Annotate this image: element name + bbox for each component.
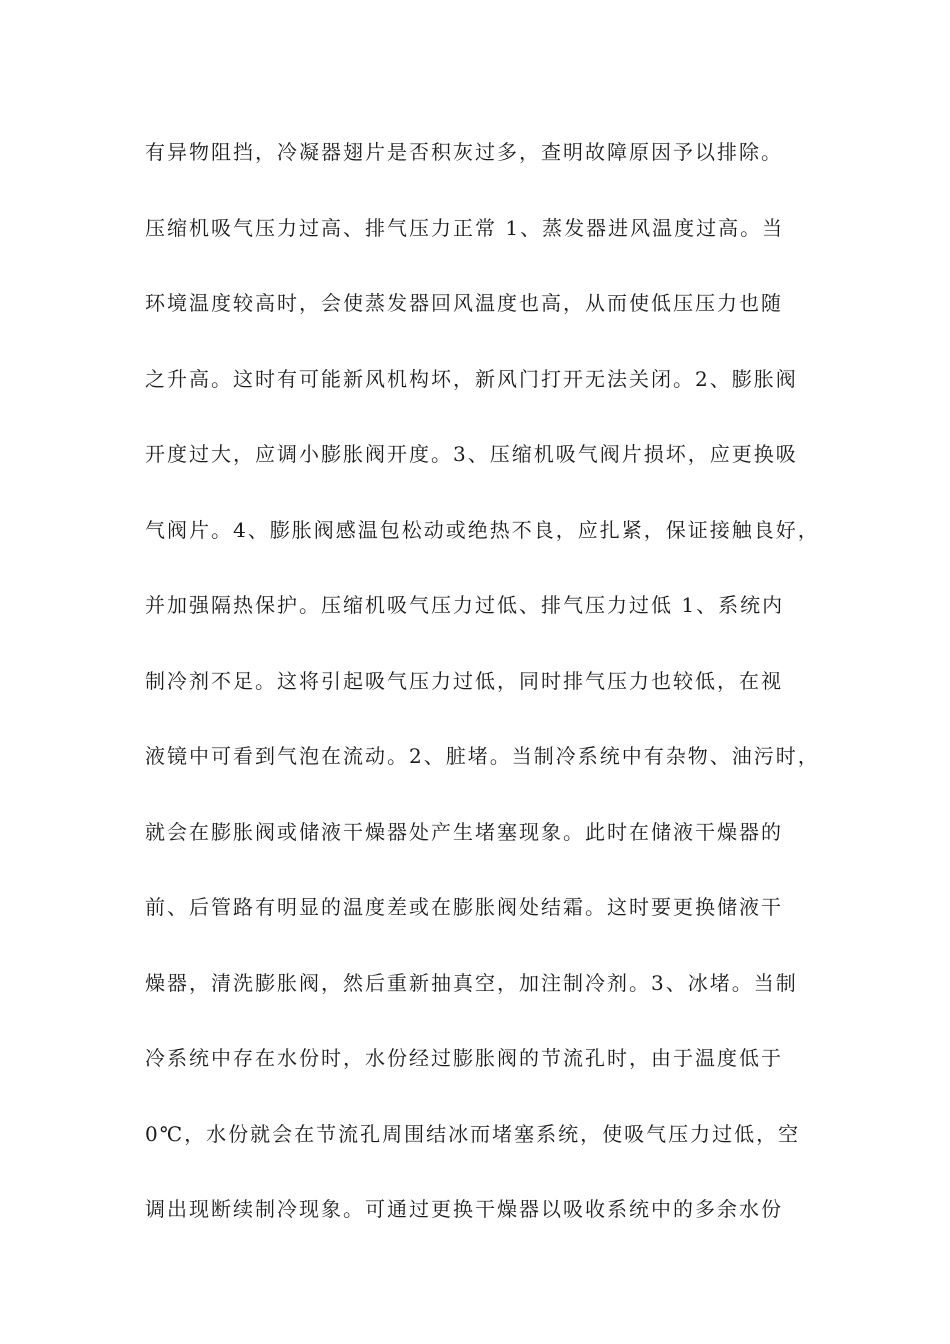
text-line-8: 制冷剂不足。这将引起吸气压力过低，同时排气压力也较低，在视 [145, 668, 783, 693]
text-line-12: 燥器，清洗膨胀阀，然后重新抽真空，加注制冷剂。3、冰堵。当制 [145, 970, 798, 995]
text-line-7: 并加强隔热保护。压缩机吸气压力过低、排气压力过低 1、系统内 [145, 593, 785, 617]
text-line-15: 调出现断续制冷现象。可通过更换干燥器以吸收系统中的多余水份 [145, 1197, 783, 1221]
text-line-11: 前、后管路有明显的温度差或在膨胀阀处结霜。这时要更换储液干 [145, 895, 783, 919]
text-line-5: 开度过大，应调小膨胀阀开度。3、压缩机吸气阀片损坏，应更换吸 [145, 442, 798, 466]
text-line-10: 就会在膨胀阀或储液干燥器处产生堵塞现象。此时在储液干燥器的 [145, 819, 783, 844]
text-line-9: 液镜中可看到气泡在流动。2、脏堵。当制冷系统中有杂物、油污时， [145, 744, 820, 768]
text-line-1: 有异物阻挡，冷凝器翅片是否积灰过多，查明故障原因予以排除。 [145, 140, 783, 164]
body-text [145, 130, 835, 1263]
text-line-13: 冷系统中存在水份时，水份经过膨胀阀的节流孔时，由于温度低于 [145, 1046, 783, 1070]
text-line-4: 之升高。这时有可能新风机构坏，新风门打开无法关闭。2、膨胀阀 [145, 366, 798, 391]
text-line-6: 气阀片。4、膨胀阀感温包松动或绝热不良，应扎紧，保证接触良好， [145, 517, 820, 542]
text-line-2: 压缩机吸气压力过高、排气压力正常 1、蒸发器进风温度过高。当 [145, 215, 785, 240]
text-line-3: 环境温度较高时，会使蒸发器回风温度也高，从而使低压压力也随 [145, 291, 783, 315]
text-line-14: 0℃，水份就会在节流孔周围结冰而堵塞系统，使吸气压力过低，空 [145, 1121, 801, 1146]
